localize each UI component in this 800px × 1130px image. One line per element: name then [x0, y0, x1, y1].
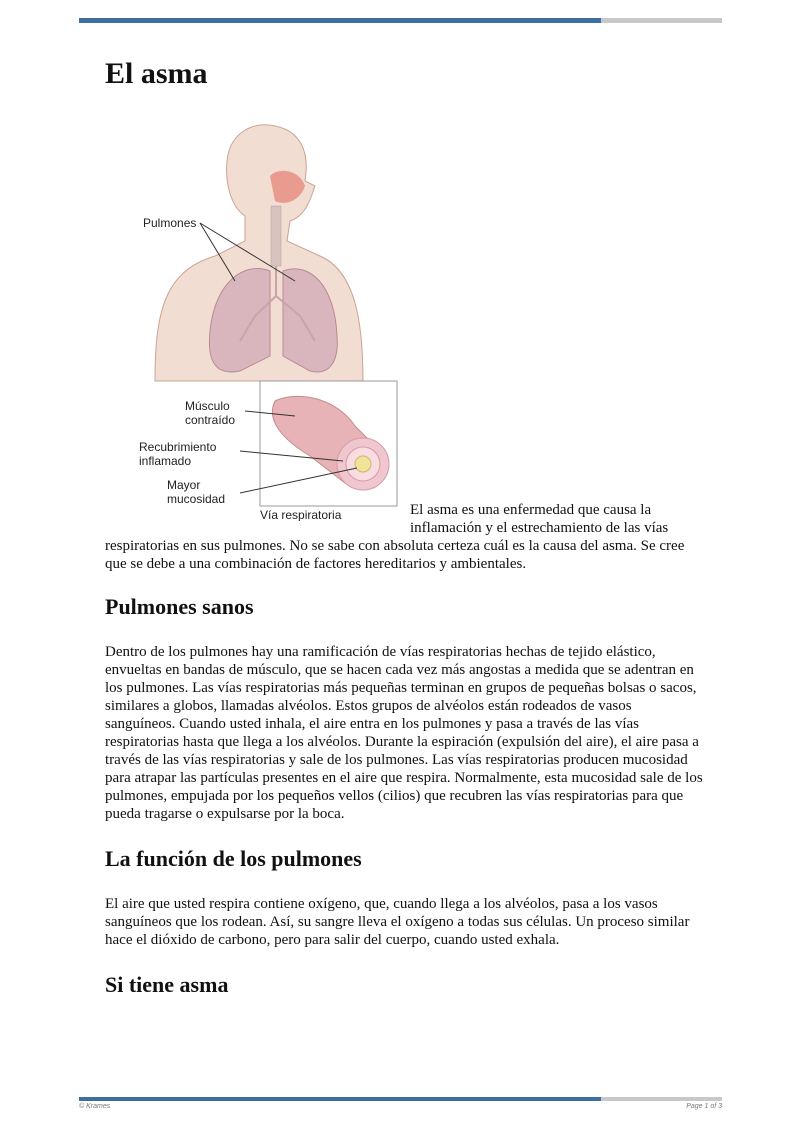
- asthma-illustration: [105, 121, 405, 521]
- label-lining-1: Recubrimiento: [139, 440, 217, 454]
- footer-page-number: Page 1 of 3: [686, 1103, 722, 1110]
- label-muscle-2: contraído: [185, 413, 236, 427]
- anatomy-figure: [105, 121, 405, 521]
- top-rule-accent: [79, 18, 601, 23]
- page-title: El asma: [105, 57, 208, 90]
- bottom-rule: [79, 1097, 722, 1101]
- label-mucus-1: Mayor: [167, 478, 201, 492]
- section-heading: La función de los pulmones: [105, 846, 362, 871]
- bottom-rule-accent: [79, 1097, 601, 1101]
- intro-paragraph: El asma es una enfermedad que causa la inflamación y el estrechamiento de las vías respiratorias en sus pulmones. No se sabe con absoluta certeza cuál es la causa del asma. Se cree que se debe a una combinación de factores hereditarios y ambientales.: [105, 502, 685, 572]
- footer-copyright: © Krames: [79, 1103, 111, 1110]
- label-airway: Vía respiratoria: [260, 508, 342, 521]
- label-lining-2: inflamado: [139, 454, 192, 468]
- label-muscle-1: Músculo: [185, 399, 230, 413]
- section-if-asthma: [105, 971, 705, 999]
- intro-block: [105, 92, 705, 573]
- section-lung-function: [105, 845, 705, 949]
- section-healthy-lungs: [105, 593, 705, 823]
- label-mucus-2: mucosidad: [167, 492, 226, 506]
- label-lungs: Pulmones: [143, 216, 197, 230]
- top-rule: [79, 18, 722, 23]
- section-heading: Pulmones sanos: [105, 594, 254, 619]
- section-paragraph: Dentro de los pulmones hay una ramificación de vías respiratorias hechas de tejido elástico, envueltas en bandas de músculo, que se hacen cada vez más angostas a medida que se adentran en los pulmones. Las vías respiratorias más pequeñas terminan en grupos de pequeñas bolsas o sacos, similares a globos, llamadas alvéolos. Estos grupos de alvéolos están rodeados de vasos sanguíneos. Cuando usted inhala, el aire entra en los pulmones y pasa a través de las vías respiratorias hasta que llega a los alvéolos. Durante la espiración (expulsión del aire), el aire pasa a través de las vías respiratorias y sale de los pulmones. Las vías respiratorias producen mucosidad para atrapar las partículas presentes en el aire que respira. Normalmente, esta mucosidad sale de los pulmones, empujada por los pequeños vellos (cilios) que recubren las vías respiratorias para que pueda tragarse o expulsarse por la boca.: [105, 644, 703, 822]
- section-paragraph: El aire que usted respira contiene oxígeno, que, cuando llega a los alvéolos, pasa a los vasos sanguíneos que los rodean. Así, su sangre lleva el oxígeno a todas sus células. Un proceso similar hace el dióxido de carbono, pero para salir del cuerpo, cuando usted exhala.: [105, 896, 690, 948]
- document-body: [105, 56, 705, 999]
- section-heading: Si tiene asma: [105, 972, 229, 997]
- layout-spacer: [410, 92, 705, 501]
